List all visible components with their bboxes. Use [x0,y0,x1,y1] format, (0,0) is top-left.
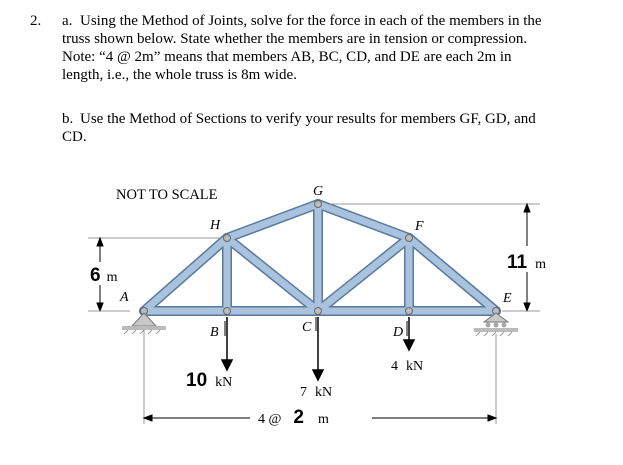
dim-left-label [90,265,118,286]
dim-bottom-prefix: 4 @ [258,412,282,427]
part-b-line-2: CD. [62,129,87,145]
dim-bottom-value: 2 [293,407,304,428]
member-HG [227,204,318,238]
load-10kN [186,370,232,391]
dim-bottom-unit: m [317,412,329,427]
label-C: C [302,320,312,335]
dim-left-value: 6 [90,265,101,286]
load-4kN-unit: kN [406,359,424,374]
scale-note: NOT TO SCALE [116,187,218,203]
load-7kN-value: 7 [300,385,307,400]
part-a-label: a. [62,13,73,29]
joint-C [315,308,322,315]
load-4kN [391,357,423,374]
dim-right-value: 11 [507,252,528,273]
member-FE [409,238,496,311]
member-GF [318,204,409,238]
label-G: G [313,184,324,199]
joint-B [224,308,231,315]
member-AH [144,238,227,311]
part-b-label: b. [62,111,74,127]
label-B: B [210,325,219,340]
part-a-line-2: truss shown below. State whether the members are in tension or compression. [62,31,528,47]
problem-number: 2. [30,13,42,29]
part-a-line-1: Using the Method of Joints, solve for the force in each of the members in the [80,13,542,29]
label-F: F [415,219,424,234]
part-b-line-1: Use the Method of Sections to verify your results for members GF, GD, and [80,111,536,127]
part-a-line-4: length, i.e., the whole truss is 8m wide. [62,67,297,83]
load-7kN-unit: kN [315,385,333,400]
dim-right-label [507,252,546,273]
joint-H [224,235,231,242]
member-HC [227,238,318,311]
joint-F [406,235,413,242]
joint-D [406,308,413,315]
truss-members [144,204,496,311]
load-7kN [300,383,332,400]
load-4kN-value: 4 [391,359,398,374]
dim-left-unit: m [106,270,118,285]
label-H: H [210,218,221,233]
load-10kN-value: 10 [186,370,208,391]
label-D: D [393,325,404,340]
load-10kN-unit: kN [215,375,233,390]
part-a-line-3: Note: “4 @ 2m” means that members AB, BC, CD, and DE are each 2m in [62,49,512,65]
label-A: A [120,290,129,305]
label-E: E [503,291,512,306]
member-FC [318,238,409,311]
dim-bottom-label [258,407,329,428]
dim-right-unit: m [535,257,546,272]
joint-G [315,201,322,208]
roller-support-E [474,313,518,336]
